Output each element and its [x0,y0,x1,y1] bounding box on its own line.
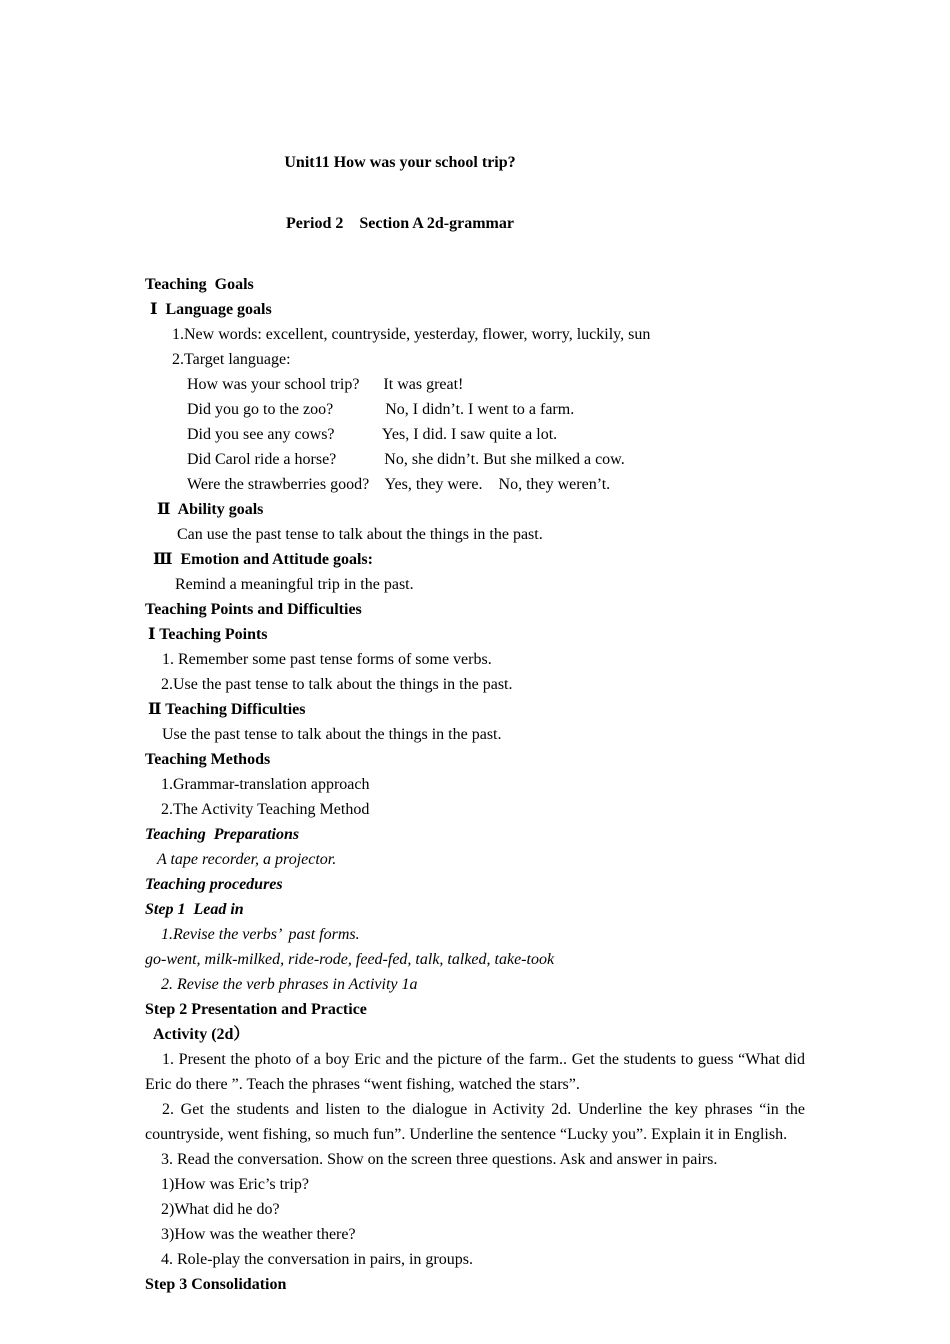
document-text-line: Remind a meaningful trip in the past. [175,576,414,593]
document-text-line: 1.Grammar-translation approach [161,776,370,793]
document-text-line: go-went, milk-milked, ride-rode, feed-fed, talk, talked, take-took [145,951,555,968]
document-heading-line: Step 3 Consolidation [145,1276,287,1293]
document-text-line: Can use the past tense to talk about the things in the past. [177,526,543,543]
document-heading-line: Teaching Preparations [145,826,300,843]
document-text-line: 2.Target language: [172,351,291,368]
document-text-line: 1)How was Eric’s trip? [161,1176,309,1193]
document-heading-line: Step 2 Presentation and Practice [145,1001,367,1018]
document-text-line: Did Carol ride a horse? No, she didn’t. But she milked a cow. [187,451,625,468]
document-heading-line: Ⅰ Language goals [150,301,272,318]
document-heading-line: Teaching Methods [145,751,271,768]
document-header [145,114,805,272]
document-text-line: 4. Role-play the conversation in pairs, in groups. [161,1251,473,1268]
document-heading-line: Teaching Points and Difficulties [145,601,362,618]
document-text-line: 1.Revise the verbs’ past forms. [161,926,360,943]
document-heading-line: Ⅰ Teaching Points [148,626,268,643]
document-heading-line: Activity (2d） [153,1026,250,1043]
document-heading-line: Ⅱ Teaching Difficulties [148,701,306,718]
document-body [145,272,805,1297]
document-text-line: Did you see any cows? Yes, I did. I saw quite a lot. [187,426,558,443]
document-text-line: 2.Use the past tense to talk about the things in the past. [161,676,513,693]
document-text-line: 1. Present the photo of a boy Eric and the picture of the farm.. Get the students to guess “What did Eric do there ”. Teach the phrases “went fishing, watched the stars”. [145,1051,805,1093]
document-text-line: 3)How was the weather there? [161,1226,356,1243]
document-text-line: 2.The Activity Teaching Method [161,801,370,818]
document-heading-line: Step 1 Lead in [145,901,244,918]
document-heading-line: Ⅲ Emotion and Attitude goals: [153,551,373,568]
document-text-line: 1.New words: excellent, countryside, yesterday, flower, worry, luckily, sun [172,326,651,343]
document-text-line: 2. Get the students and listen to the dialogue in Activity 2d. Underline the key phrases “in the countryside, went fishing, so much fun”. Underline the sentence “Lucky you”. Explain it in English. [145,1101,805,1143]
document-title: Unit11 How was your school trip? [284,154,516,171]
document-heading-line: Teaching procedures [145,876,283,893]
document-subtitle: Period 2 Section A 2d-grammar [286,215,514,232]
document-heading-line: Teaching Goals [145,276,254,293]
document-heading-line: Ⅱ Ability goals [157,501,264,518]
document-text-line: 1. Remember some past tense forms of some verbs. [162,651,492,668]
document-text-line: 2)What did he do? [161,1201,280,1218]
document-text-line: 2. Revise the verb phrases in Activity 1a [161,976,418,993]
document-text-line: Were the strawberries good? Yes, they were. No, they weren’t. [187,476,611,493]
document-text-line: Did you go to the zoo? No, I didn’t. I went to a farm. [187,401,575,418]
document-text-line: 3. Read the conversation. Show on the screen three questions. Ask and answer in pairs. [161,1151,718,1168]
document-text-line: A tape recorder, a projector. [157,851,337,868]
document-text-line: Use the past tense to talk about the things in the past. [162,726,502,743]
document-text-line: How was your school trip? It was great! [187,376,464,393]
